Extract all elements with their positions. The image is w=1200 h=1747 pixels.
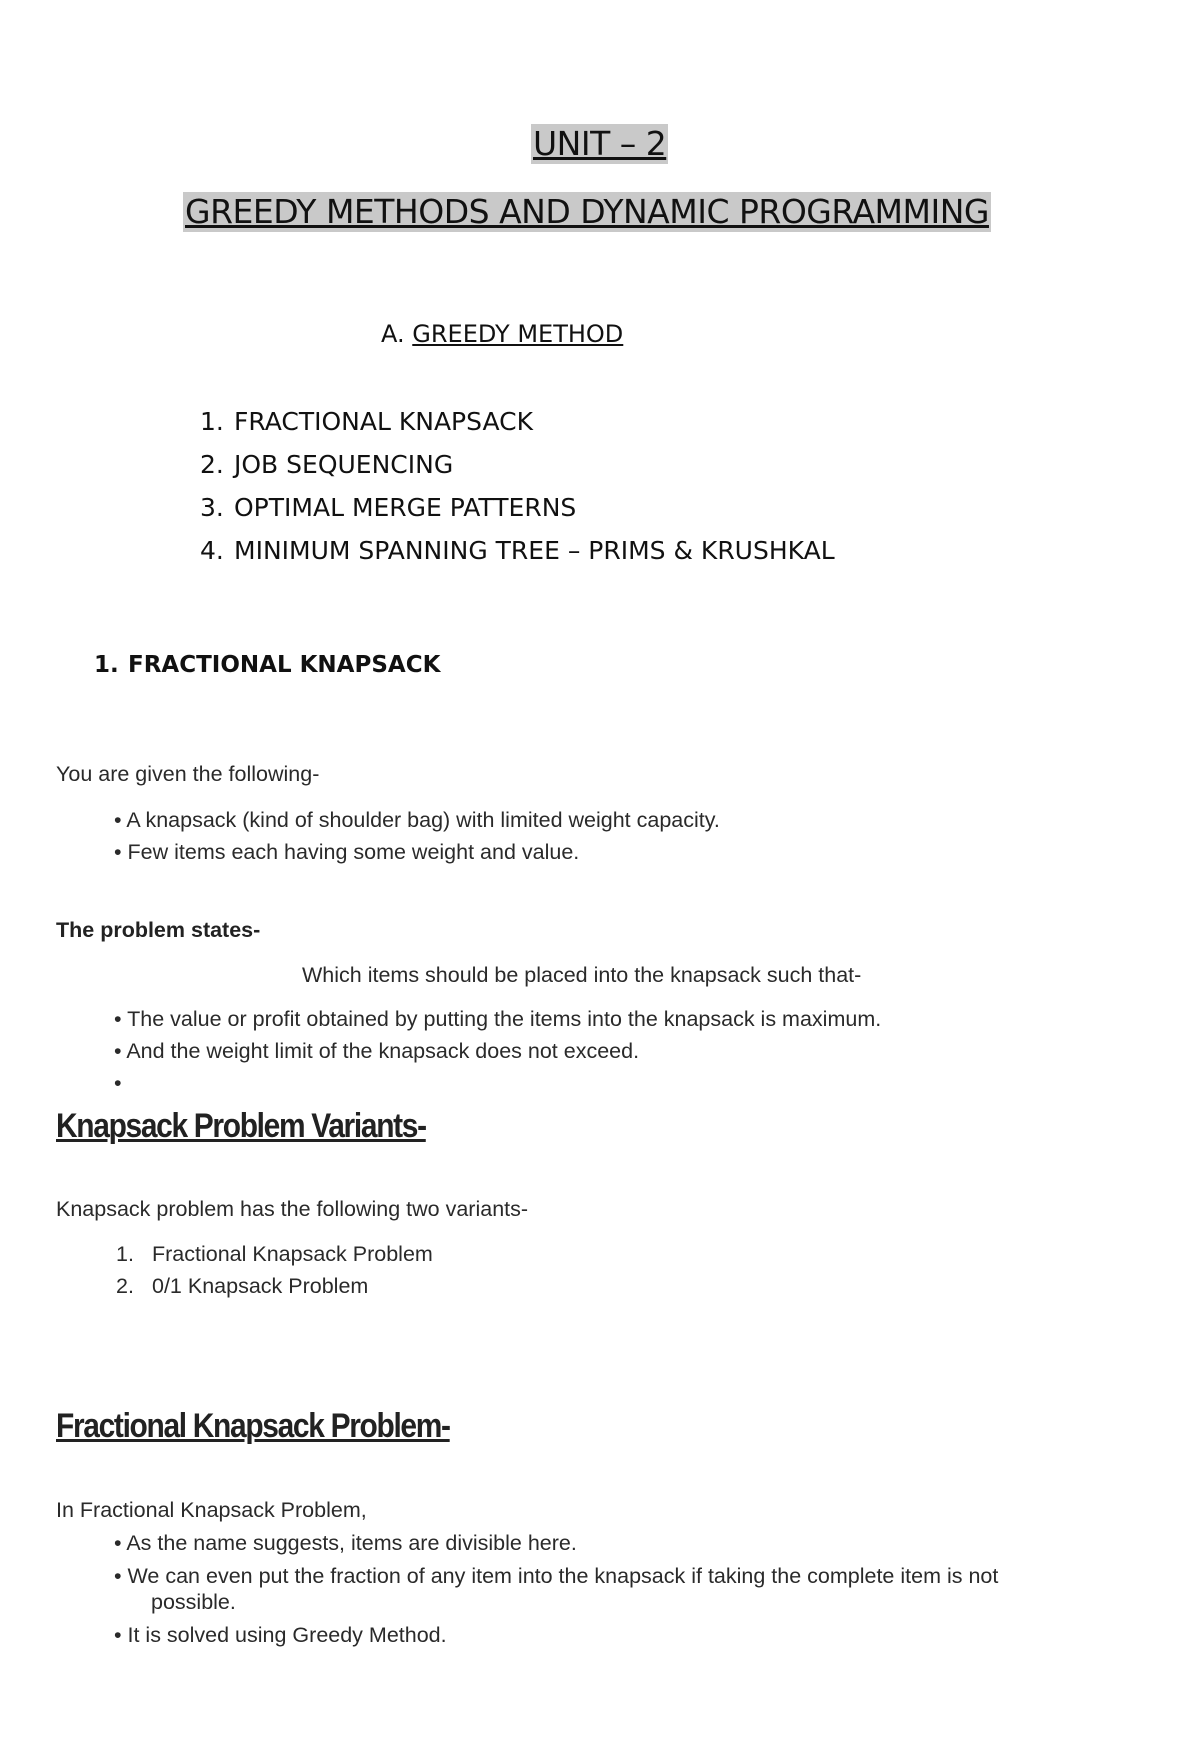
section-a-title: GREEDY METHOD [412,320,624,348]
bullet-icon: • [114,808,122,832]
bullet-icon: • [114,1623,122,1647]
list-item: 1. Fractional Knapsack Problem [116,1242,433,1266]
list-item: • Few items each having some weight and value. [114,840,580,864]
bullet-icon: • [114,1071,122,1095]
list-item: • A knapsack (kind of shoulder bag) with limited weight capacity. [114,808,720,832]
bullet-icon: • [114,1531,122,1555]
problem-label: The problem states- [56,918,261,942]
list-item [114,1071,122,1096]
problem-statement: Which items should be placed into the knapsack such that- [302,963,862,987]
given-intro: You are given the following- [56,762,320,786]
variants-heading: Knapsack Problem Variants- [56,1107,426,1145]
section-a-heading [381,320,623,348]
topic-list [200,400,835,572]
list-item: • It is solved using Greedy Method. [114,1623,447,1647]
bullet-icon: • [114,840,122,864]
unit-title: UNIT – 2 [533,124,667,163]
list-item: 2. 0/1 Knapsack Problem [116,1274,369,1298]
topic-1-heading: 1. FRACTIONAL KNAPSACK [94,652,441,678]
bullet-icon: • [114,1564,122,1588]
topic-item: 3. OPTIMAL MERGE PATTERNS [200,493,577,522]
bullet-icon: • [114,1007,122,1031]
section-a-prefix: A. [381,320,405,348]
fractional-intro: In Fractional Knapsack Problem, [56,1498,367,1522]
fractional-heading: Fractional Knapsack Problem- [56,1407,450,1445]
subject-title: GREEDY METHODS AND DYNAMIC PROGRAMMING [185,192,989,231]
topic-item: 2. JOB SEQUENCING [200,450,454,479]
list-item: • We can even put the fraction of any item into the knapsack if taking the complete item is not [114,1564,999,1588]
list-item: • As the name suggests, items are divisible here. [114,1531,577,1555]
list-item: • The value or profit obtained by putting the items into the knapsack is maximum. [114,1007,882,1031]
topic-item: 4. MINIMUM SPANNING TREE – PRIMS & KRUSHKAL [200,536,835,565]
list-item: • And the weight limit of the knapsack does not exceed. [114,1039,640,1063]
variants-intro: Knapsack problem has the following two variants- [56,1197,529,1221]
bullet-icon: • [114,1039,122,1063]
topic-item: 1. FRACTIONAL KNAPSACK [200,407,533,436]
list-item-continuation: possible. [151,1590,236,1614]
